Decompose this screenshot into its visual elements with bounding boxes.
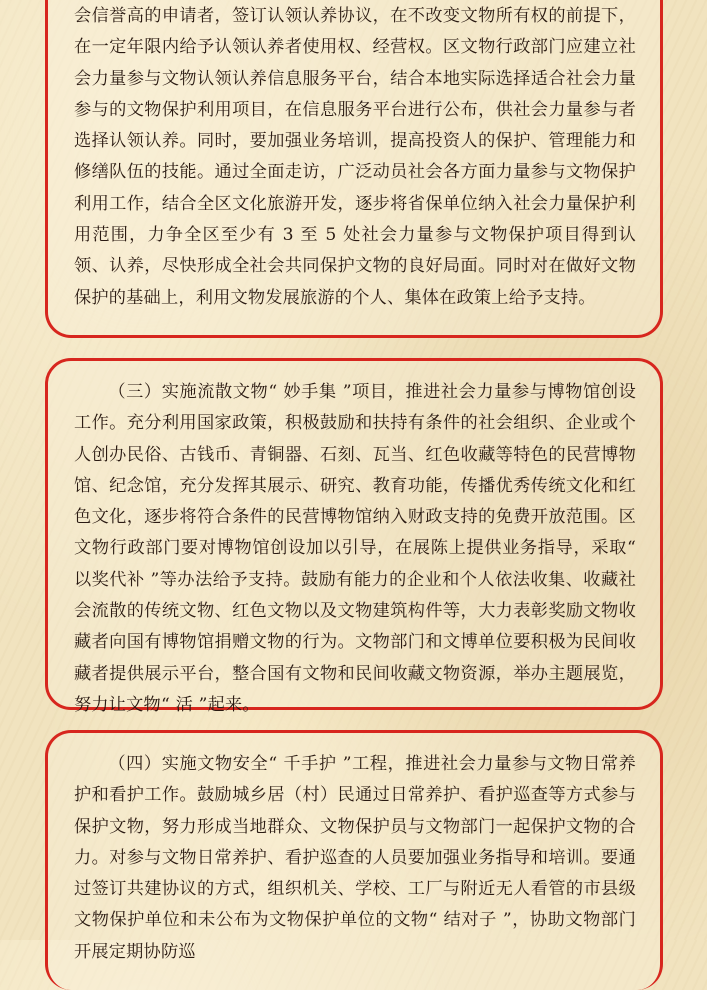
section-card-4 [45, 730, 663, 990]
section-paragraph: （四）实施文物安全“ 千手护 ”工程，推进社会力量参与文物日常养护和看护工作。鼓励城乡居（村）民通过日常养护、看护巡查等方式参与保护文物，努力形成当地群众、文物保护员与文物部门一起保护文物的合力。对参与文物日常养护、看护巡查的人员要加强业务指导和培训。要通过签订共建协议的方式，组织机关、学校、工厂与附近无人看管的市县级文物保护单位和未公布为文物保护单位的文物“ 结对子 ”，协助文物部门开展定期协防巡 [74, 754, 636, 962]
section-card-3 [45, 358, 663, 715]
section-paragraph: （三）实施流散文物“ 妙手集 ”项目，推进社会力量参与博物馆创设工作。充分利用国家政策，积极鼓励和扶持有条件的社会组织、企业或个人创办民俗、古钱币、青铜器、石刻、瓦当、红色收藏等特色的民营博物馆、纪念馆，充分发挥其展示、研究、教育功能，传播优秀传统文化和红色文化，逐步将符合条件的民营博物馆纳入财政支持的免费开放范围。区文物行政部门要对博物馆创设加以引导，在展陈上提供业务指导，采取“ 以奖代补 ”等办法给予支持。鼓励有能力的企业和个人依法收集、收藏社会流散的传统文物、红色文物以及文物建筑构件等，大力表彰奖励文物收藏者向国有博物馆捐赠文物的行为。文物部门和文博单位要积极为民间收藏者提供展示平台，整合国有文物和民间收藏文物资源，举办主题展览，努力让文物“ 活 ”起来。 [74, 382, 636, 715]
section-card-continued [45, 0, 663, 338]
section-paragraph: 会信誉高的申请者，签订认领认养协议，在不改变文物所有权的前提下，在一定年限内给予认领认养者使用权、经营权。区文物行政部门应建立社会力量参与文物认领认养信息服务平台，结合本地实际选择适合社会力量参与的文物保护利用项目，在信息服务平台进行公布，供社会力量参与者选择认领认养。同时，要加强业务培训，提高投资人的保护、管理能力和修缮队伍的技能。通过全面走访，广泛动员社会各方面力量参与文物保护利用工作，结合全区文化旅游开发，逐步将省保单位纳入社会力量保护利用范围，力争全区至少有 3 至 5 处社会力量参与文物保护项目得到认领、认养，尽快形成全社会共同保护文物的良好局面。同时对在做好文物保护的基础上，利用文物发展旅游的个人、集体在政策上给予支持。 [74, 6, 636, 308]
